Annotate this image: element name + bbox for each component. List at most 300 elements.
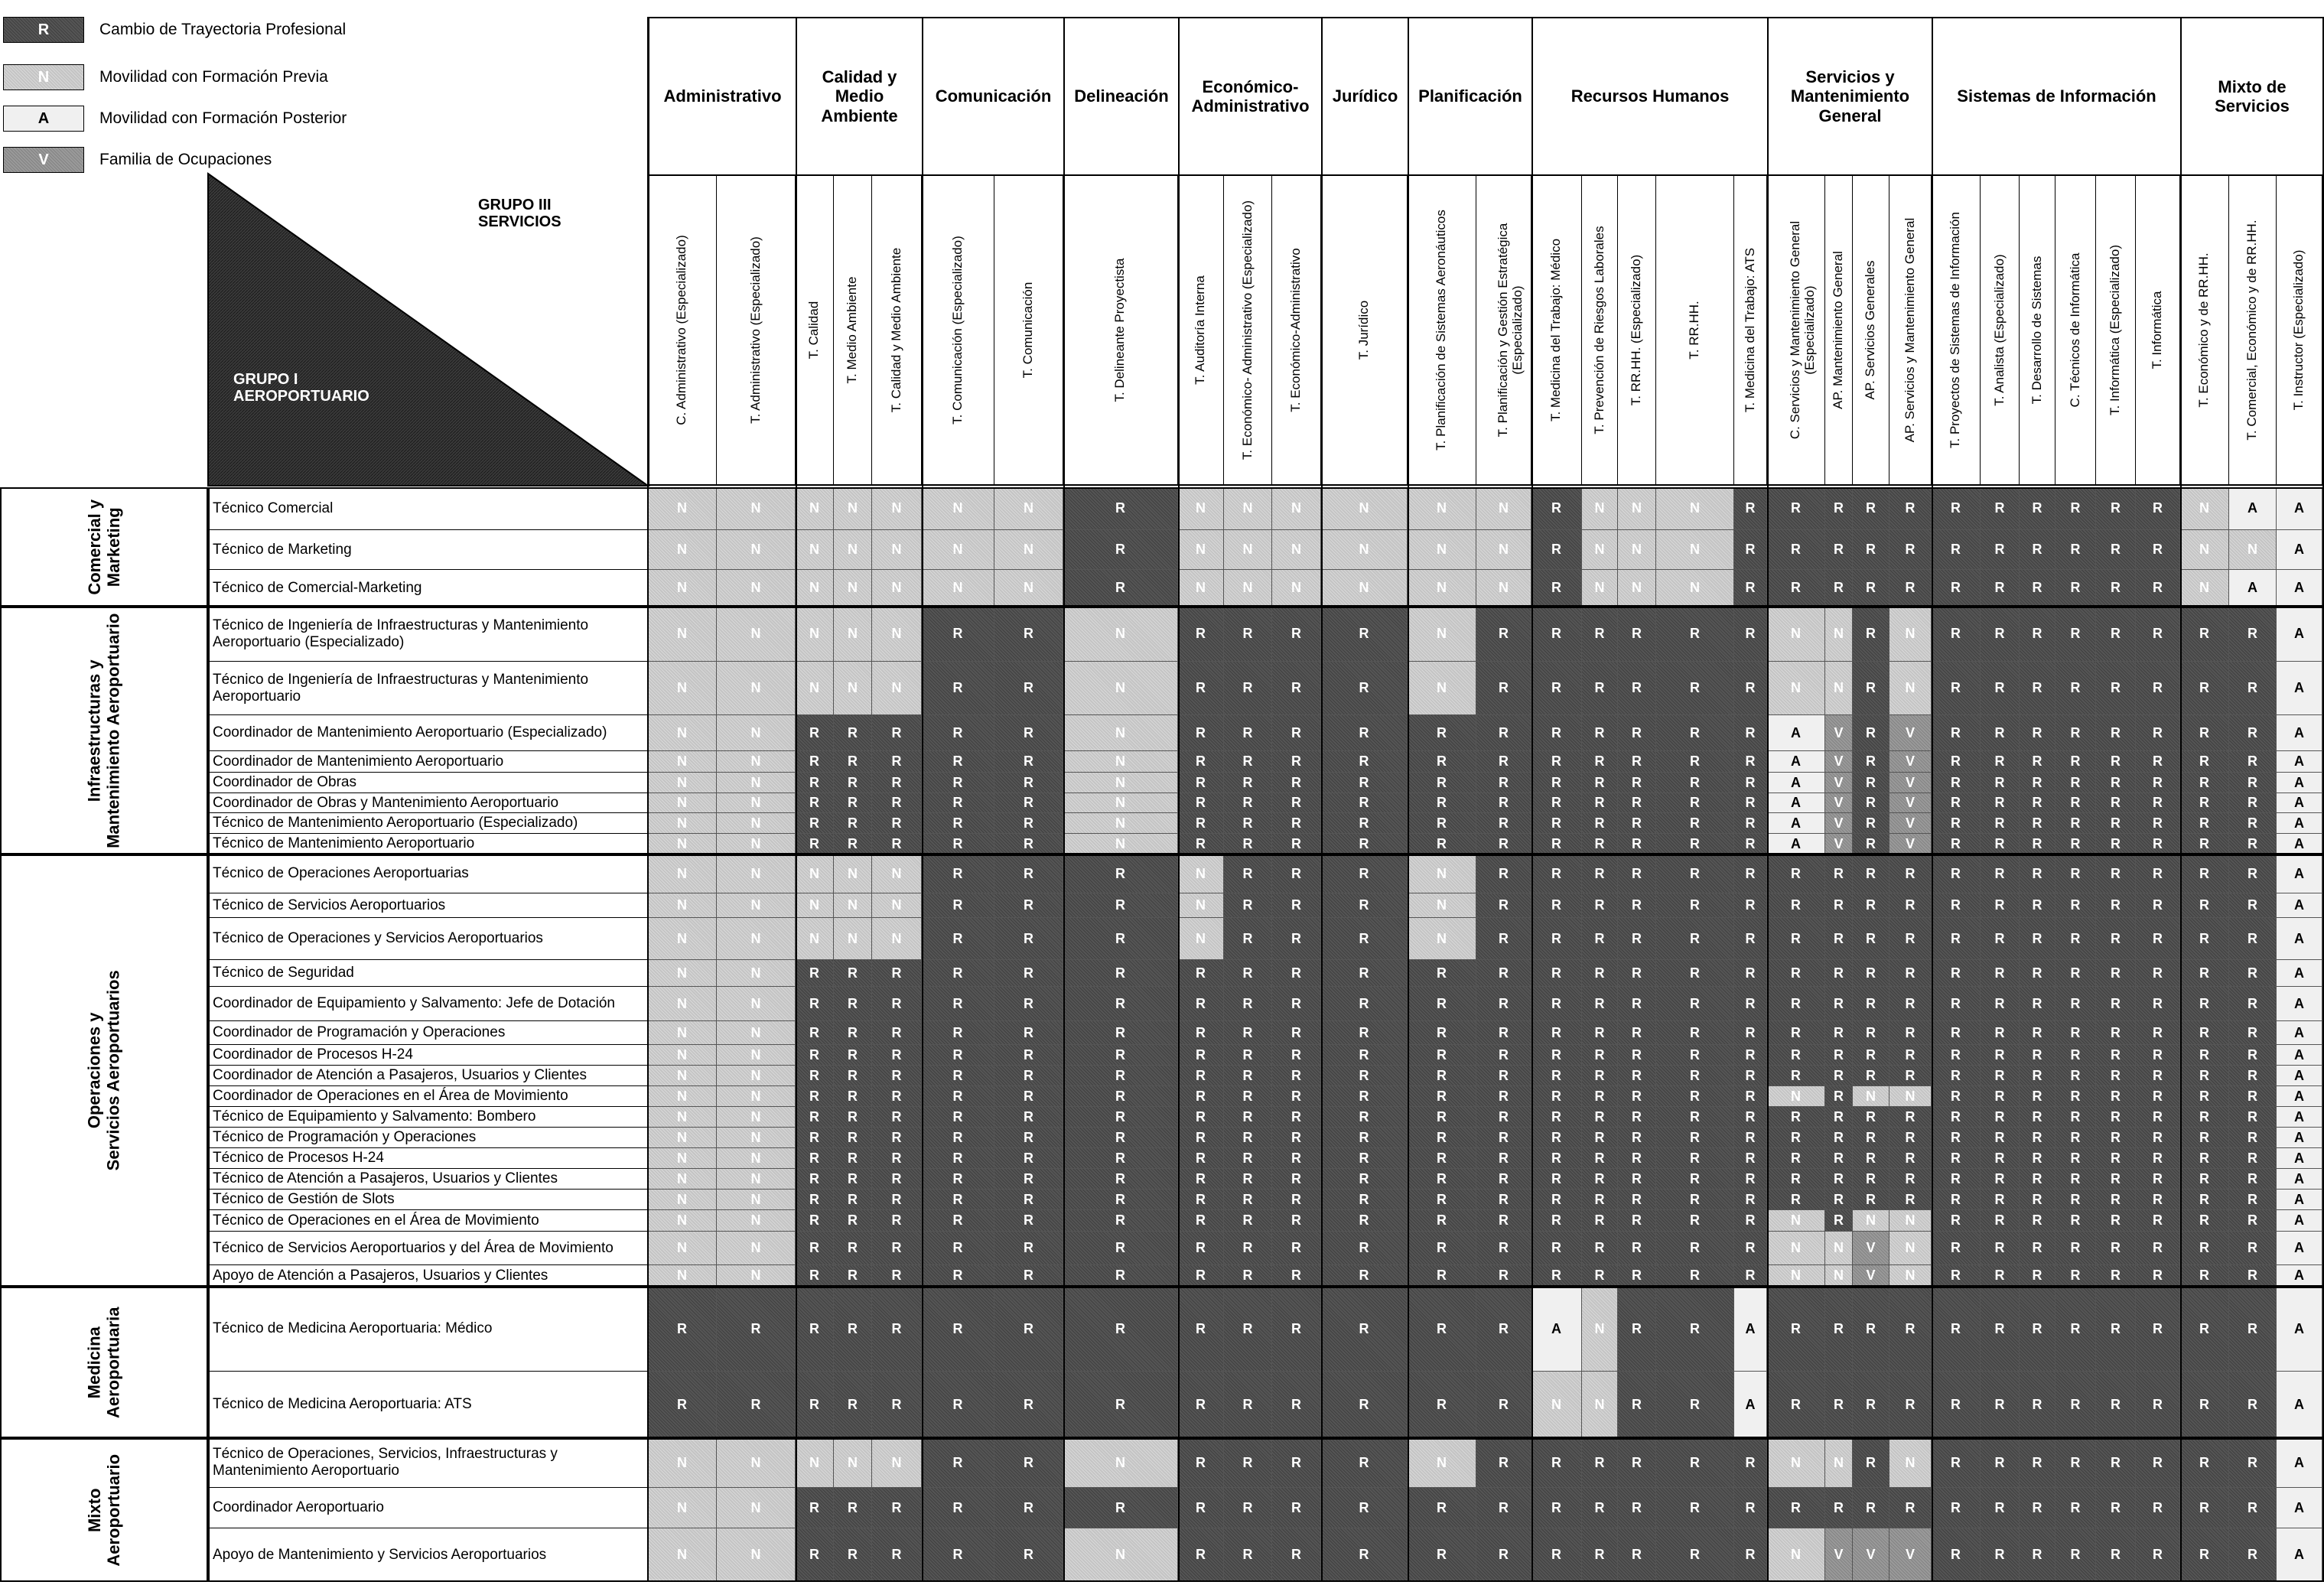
matrix-cell: A bbox=[2277, 1148, 2322, 1169]
matrix-cell: R bbox=[1063, 1128, 1178, 1148]
matrix-cell: R bbox=[922, 607, 994, 662]
row-label-text: Coordinador de Obras bbox=[213, 774, 356, 791]
matrix-cell: N bbox=[834, 530, 872, 570]
matrix-cell: A bbox=[1531, 1287, 1582, 1372]
matrix-cell: A bbox=[2277, 813, 2322, 834]
matrix-cell: A bbox=[2229, 570, 2277, 607]
matrix-cell: R bbox=[1531, 1086, 1582, 1107]
matrix-cell: R bbox=[1321, 893, 1408, 918]
matrix-cell: N bbox=[2180, 487, 2229, 530]
matrix-cell: N bbox=[648, 1232, 717, 1265]
matrix-cell: R bbox=[994, 893, 1063, 918]
matrix-cell: R bbox=[1981, 1107, 2020, 1128]
matrix-cell: R bbox=[994, 1190, 1063, 1210]
matrix-cell: N bbox=[717, 715, 796, 751]
matrix-cell: R bbox=[796, 715, 834, 751]
matrix-cell: N bbox=[796, 854, 834, 893]
matrix-cell: R bbox=[872, 751, 922, 773]
matrix-cell: N bbox=[648, 530, 717, 570]
matrix-cell: R bbox=[796, 1148, 834, 1169]
matrix-cell: R bbox=[1932, 1488, 1981, 1528]
row-label-text: Coordinador de Mantenimiento Aeroportuario bbox=[213, 753, 504, 770]
matrix-cell: R bbox=[2136, 1086, 2180, 1107]
column-header-label: T. Económico y de RR.HH. bbox=[2196, 252, 2211, 408]
row-label bbox=[208, 1372, 648, 1438]
row-label bbox=[208, 960, 648, 987]
column-header bbox=[1767, 174, 1825, 486]
matrix-cell: R bbox=[2229, 1148, 2277, 1169]
matrix-cell: N bbox=[717, 773, 796, 793]
matrix-cell: N bbox=[1825, 662, 1853, 715]
row-label bbox=[208, 1190, 648, 1210]
matrix-cell: R bbox=[1272, 918, 1321, 960]
matrix-cell: R bbox=[1408, 1021, 1476, 1045]
matrix-cell: R bbox=[1531, 1148, 1582, 1169]
matrix-cell: R bbox=[1178, 1488, 1224, 1528]
matrix-cell: R bbox=[994, 1488, 1063, 1528]
matrix-cell: N bbox=[1476, 487, 1531, 530]
matrix-cell: R bbox=[2096, 1372, 2136, 1438]
matrix-cell: R bbox=[1853, 813, 1889, 834]
matrix-cell: R bbox=[1272, 1210, 1321, 1232]
matrix-cell: A bbox=[2277, 1107, 2322, 1128]
matrix-cell: R bbox=[796, 1232, 834, 1265]
matrix-cell: R bbox=[1408, 715, 1476, 751]
row-label bbox=[208, 1066, 648, 1086]
matrix-cell: N bbox=[1224, 530, 1272, 570]
matrix-cell: R bbox=[1981, 1372, 2020, 1438]
matrix-cell: R bbox=[1178, 1190, 1224, 1210]
matrix-cell: R bbox=[2020, 487, 2055, 530]
matrix-cell: R bbox=[1767, 570, 1825, 607]
matrix-cell: N bbox=[1063, 662, 1178, 715]
matrix-cell: R bbox=[1321, 918, 1408, 960]
matrix-cell: R bbox=[717, 1372, 796, 1438]
matrix-cell: R bbox=[1476, 1528, 1531, 1582]
matrix-cell: R bbox=[2229, 1372, 2277, 1438]
matrix-cell: R bbox=[1656, 793, 1734, 813]
matrix-cell: R bbox=[994, 1021, 1063, 1045]
matrix-cell: R bbox=[1531, 893, 1582, 918]
matrix-cell: V bbox=[1889, 715, 1932, 751]
legend-swatch: V bbox=[3, 147, 84, 173]
column-header-label: C. Administrativo (Especializado) bbox=[674, 235, 688, 425]
matrix-cell: R bbox=[2055, 530, 2096, 570]
matrix-cell: R bbox=[834, 793, 872, 813]
row-label bbox=[208, 834, 648, 854]
matrix-cell: R bbox=[1825, 1086, 1853, 1107]
matrix-cell: R bbox=[2180, 751, 2229, 773]
matrix-cell: R bbox=[2180, 1210, 2229, 1232]
matrix-cell: R bbox=[1224, 1232, 1272, 1265]
matrix-cell: R bbox=[2180, 1066, 2229, 1086]
matrix-cell: R bbox=[1853, 751, 1889, 773]
row-label bbox=[208, 1287, 648, 1372]
matrix-cell: R bbox=[1531, 834, 1582, 854]
column-header-label: T. Jurídico bbox=[1356, 300, 1371, 360]
matrix-cell: R bbox=[1272, 987, 1321, 1021]
row-label bbox=[208, 607, 648, 662]
matrix-cell: R bbox=[922, 813, 994, 834]
matrix-cell: N bbox=[717, 487, 796, 530]
matrix-cell: N bbox=[994, 530, 1063, 570]
matrix-cell: R bbox=[1476, 1265, 1531, 1287]
matrix-cell: R bbox=[2020, 1528, 2055, 1582]
matrix-cell: R bbox=[1767, 1107, 1825, 1128]
matrix-cell: R bbox=[1734, 1169, 1767, 1190]
matrix-cell: R bbox=[1272, 813, 1321, 834]
matrix-cell: R bbox=[1272, 715, 1321, 751]
matrix-cell: R bbox=[1224, 1190, 1272, 1210]
matrix-cell: R bbox=[834, 834, 872, 854]
column-family-header: Delineación bbox=[1063, 17, 1180, 176]
matrix-cell: R bbox=[1224, 834, 1272, 854]
matrix-cell: R bbox=[796, 960, 834, 987]
matrix-cell: R bbox=[1981, 1528, 2020, 1582]
matrix-cell: R bbox=[1825, 1107, 1853, 1128]
matrix-cell: R bbox=[994, 607, 1063, 662]
matrix-cell: A bbox=[2277, 1372, 2322, 1438]
matrix-cell: N bbox=[1408, 1438, 1476, 1488]
matrix-cell: R bbox=[1408, 1190, 1476, 1210]
matrix-cell: R bbox=[2229, 1287, 2277, 1372]
matrix-cell: N bbox=[717, 1488, 796, 1528]
matrix-cell: R bbox=[922, 773, 994, 793]
matrix-cell: R bbox=[1321, 1265, 1408, 1287]
matrix-cell: R bbox=[1889, 530, 1932, 570]
matrix-cell: N bbox=[872, 1438, 922, 1488]
matrix-cell: R bbox=[1582, 662, 1618, 715]
column-header bbox=[1853, 174, 1889, 486]
matrix-cell: R bbox=[2096, 1066, 2136, 1086]
row-label-text: Técnico de Operaciones en el Área de Movimiento bbox=[213, 1212, 539, 1229]
matrix-cell: R bbox=[2229, 1528, 2277, 1582]
row-label bbox=[208, 813, 648, 834]
matrix-cell: N bbox=[1178, 918, 1224, 960]
matrix-cell: N bbox=[1889, 1232, 1932, 1265]
matrix-cell: R bbox=[1889, 487, 1932, 530]
matrix-cell: N bbox=[648, 1128, 717, 1148]
matrix-cell: R bbox=[1656, 987, 1734, 1021]
matrix-cell: R bbox=[1618, 751, 1656, 773]
matrix-cell: R bbox=[994, 960, 1063, 987]
matrix-cell: R bbox=[1767, 987, 1825, 1021]
matrix-cell: R bbox=[1932, 751, 1981, 773]
matrix-cell: R bbox=[2136, 1021, 2180, 1045]
row-label bbox=[208, 1169, 648, 1190]
row-label-text: Técnico de Medicina Aeroportuaria: Médico bbox=[213, 1320, 493, 1337]
matrix-cell: R bbox=[1767, 530, 1825, 570]
matrix-cell: R bbox=[1734, 1045, 1767, 1066]
matrix-cell: R bbox=[1321, 1021, 1408, 1045]
matrix-cell: R bbox=[1321, 1148, 1408, 1169]
matrix-cell: R bbox=[2055, 570, 2096, 607]
matrix-cell: R bbox=[994, 1107, 1063, 1128]
matrix-cell: N bbox=[1767, 1232, 1825, 1265]
matrix-cell: N bbox=[648, 715, 717, 751]
matrix-cell: R bbox=[1618, 1372, 1656, 1438]
matrix-cell: N bbox=[717, 662, 796, 715]
matrix-cell: N bbox=[922, 487, 994, 530]
matrix-cell: R bbox=[1321, 1128, 1408, 1148]
matrix-cell: V bbox=[1825, 793, 1853, 813]
matrix-cell: R bbox=[1178, 1045, 1224, 1066]
matrix-cell: R bbox=[2020, 793, 2055, 813]
matrix-cell: R bbox=[1224, 1210, 1272, 1232]
matrix-cell: R bbox=[1981, 1045, 2020, 1066]
matrix-cell: R bbox=[922, 1488, 994, 1528]
matrix-cell: R bbox=[2020, 530, 2055, 570]
matrix-cell: N bbox=[1063, 715, 1178, 751]
matrix-cell: R bbox=[994, 715, 1063, 751]
matrix-cell: R bbox=[834, 1190, 872, 1210]
matrix-cell: R bbox=[2229, 1128, 2277, 1148]
matrix-cell: R bbox=[1272, 1086, 1321, 1107]
matrix-cell: R bbox=[1582, 1232, 1618, 1265]
matrix-cell: R bbox=[922, 1148, 994, 1169]
matrix-cell: R bbox=[2136, 1045, 2180, 1066]
matrix-cell: R bbox=[1889, 987, 1932, 1021]
matrix-cell: R bbox=[1582, 1169, 1618, 1190]
matrix-cell: N bbox=[648, 918, 717, 960]
matrix-cell: N bbox=[717, 1021, 796, 1045]
matrix-cell: R bbox=[994, 918, 1063, 960]
matrix-cell: R bbox=[2180, 813, 2229, 834]
matrix-cell: R bbox=[1618, 1086, 1656, 1107]
matrix-cell: R bbox=[1408, 1372, 1476, 1438]
matrix-cell: N bbox=[648, 1066, 717, 1086]
matrix-cell: R bbox=[872, 1128, 922, 1148]
matrix-cell: R bbox=[2096, 570, 2136, 607]
matrix-cell: R bbox=[2136, 893, 2180, 918]
matrix-cell: A bbox=[2277, 715, 2322, 751]
matrix-cell: N bbox=[717, 751, 796, 773]
legend-item-a bbox=[0, 106, 428, 133]
column-header bbox=[922, 174, 994, 486]
matrix-cell: N bbox=[648, 793, 717, 813]
matrix-cell: N bbox=[834, 854, 872, 893]
matrix-cell: R bbox=[1272, 960, 1321, 987]
matrix-cell: R bbox=[1734, 1128, 1767, 1148]
matrix-cell: R bbox=[1272, 662, 1321, 715]
matrix-cell: R bbox=[1767, 854, 1825, 893]
matrix-cell: R bbox=[2136, 854, 2180, 893]
matrix-cell: R bbox=[2229, 1021, 2277, 1045]
matrix-cell: V bbox=[1853, 1232, 1889, 1265]
matrix-cell: R bbox=[922, 1169, 994, 1190]
matrix-cell: R bbox=[1531, 1066, 1582, 1086]
matrix-cell: N bbox=[717, 530, 796, 570]
legend-item-r bbox=[0, 17, 428, 44]
matrix-cell: N bbox=[872, 918, 922, 960]
matrix-cell: N bbox=[1825, 1265, 1853, 1287]
matrix-cell: R bbox=[2096, 1021, 2136, 1045]
matrix-cell: N bbox=[648, 751, 717, 773]
row-label bbox=[208, 1148, 648, 1169]
column-header-label: T. RR.HH. bbox=[1687, 301, 1701, 360]
row-label-text: Técnico de Programación y Operaciones bbox=[213, 1129, 477, 1146]
matrix-cell: R bbox=[2055, 715, 2096, 751]
matrix-cell: R bbox=[1618, 1488, 1656, 1528]
matrix-cell: R bbox=[1063, 854, 1178, 893]
matrix-cell: R bbox=[1224, 1372, 1272, 1438]
matrix-cell: N bbox=[872, 570, 922, 607]
matrix-cell: N bbox=[717, 793, 796, 813]
matrix-cell: R bbox=[1767, 1488, 1825, 1528]
matrix-cell: R bbox=[922, 1128, 994, 1148]
matrix-cell: R bbox=[2180, 1107, 2229, 1128]
matrix-cell: R bbox=[1476, 1021, 1531, 1045]
matrix-cell: R bbox=[2229, 1066, 2277, 1086]
matrix-cell: R bbox=[1531, 960, 1582, 987]
matrix-cell: R bbox=[1853, 715, 1889, 751]
corner-top-label: GRUPO III SERVICIOS bbox=[478, 197, 561, 230]
matrix-cell: R bbox=[2055, 1107, 2096, 1128]
matrix-cell: R bbox=[2055, 607, 2096, 662]
row-label bbox=[208, 1086, 648, 1107]
matrix-cell: R bbox=[922, 1265, 994, 1287]
matrix-cell: A bbox=[1734, 1287, 1767, 1372]
matrix-cell: R bbox=[1853, 1190, 1889, 1210]
matrix-cell: R bbox=[1825, 570, 1853, 607]
matrix-cell: R bbox=[1734, 987, 1767, 1021]
matrix-cell: R bbox=[2180, 1169, 2229, 1190]
column-header bbox=[1408, 174, 1476, 486]
matrix-cell: R bbox=[1178, 751, 1224, 773]
matrix-cell: R bbox=[1656, 854, 1734, 893]
row-group-header bbox=[0, 854, 208, 1287]
matrix-cell: R bbox=[1531, 1438, 1582, 1488]
matrix-cell: R bbox=[1272, 1066, 1321, 1086]
matrix-cell: A bbox=[2277, 773, 2322, 793]
matrix-cell: R bbox=[2136, 918, 2180, 960]
matrix-cell: R bbox=[1618, 987, 1656, 1021]
matrix-cell: N bbox=[1272, 530, 1321, 570]
row-label bbox=[208, 1488, 648, 1528]
matrix-cell: R bbox=[2229, 1232, 2277, 1265]
matrix-cell: R bbox=[1408, 1107, 1476, 1128]
matrix-cell: R bbox=[2136, 1210, 2180, 1232]
matrix-cell: R bbox=[1981, 1128, 2020, 1148]
matrix-cell: R bbox=[922, 751, 994, 773]
matrix-cell: R bbox=[2180, 607, 2229, 662]
matrix-cell: R bbox=[1476, 1066, 1531, 1086]
matrix-cell: R bbox=[1734, 530, 1767, 570]
matrix-cell: R bbox=[1224, 1528, 1272, 1582]
row-label-text: Apoyo de Atención a Pasajeros, Usuarios y Clientes bbox=[213, 1267, 548, 1284]
matrix-cell: R bbox=[1767, 893, 1825, 918]
matrix-cell: R bbox=[922, 893, 994, 918]
matrix-cell: R bbox=[1981, 918, 2020, 960]
matrix-cell: A bbox=[2277, 893, 2322, 918]
matrix-cell: V bbox=[1853, 1265, 1889, 1287]
matrix-cell: R bbox=[1272, 1528, 1321, 1582]
matrix-cell: R bbox=[1618, 715, 1656, 751]
column-header-label: T. Informática bbox=[2150, 291, 2164, 369]
matrix-cell: N bbox=[1408, 607, 1476, 662]
matrix-cell: R bbox=[1272, 1148, 1321, 1169]
matrix-cell: N bbox=[1408, 918, 1476, 960]
matrix-cell: N bbox=[1408, 854, 1476, 893]
matrix-cell: R bbox=[1656, 813, 1734, 834]
column-header-label: T. Planificación y Gestión Estratégica (Especializado) bbox=[1496, 223, 1525, 438]
matrix-cell: A bbox=[1767, 751, 1825, 773]
matrix-cell: R bbox=[1476, 918, 1531, 960]
matrix-cell: R bbox=[2180, 715, 2229, 751]
matrix-cell: R bbox=[1734, 570, 1767, 607]
matrix-cell: R bbox=[2096, 834, 2136, 854]
matrix-cell: N bbox=[1656, 487, 1734, 530]
matrix-cell: R bbox=[1932, 1265, 1981, 1287]
matrix-cell: R bbox=[1618, 1287, 1656, 1372]
matrix-cell: R bbox=[1825, 854, 1853, 893]
matrix-cell: R bbox=[2136, 1190, 2180, 1210]
matrix-cell: R bbox=[1408, 834, 1476, 854]
column-family-header: Recursos Humanos bbox=[1531, 17, 1769, 176]
matrix-cell: R bbox=[922, 1438, 994, 1488]
matrix-cell: R bbox=[2096, 1488, 2136, 1528]
matrix-cell: N bbox=[1618, 487, 1656, 530]
matrix-cell: R bbox=[1734, 793, 1767, 813]
matrix-cell: R bbox=[1932, 530, 1981, 570]
matrix-cell: R bbox=[1825, 1488, 1853, 1528]
matrix-cell: R bbox=[1224, 662, 1272, 715]
matrix-cell: R bbox=[1767, 1066, 1825, 1086]
matrix-cell: R bbox=[2055, 751, 2096, 773]
matrix-cell: R bbox=[1825, 1287, 1853, 1372]
matrix-cell: R bbox=[1582, 1210, 1618, 1232]
matrix-cell: A bbox=[2277, 1066, 2322, 1086]
column-header bbox=[834, 174, 872, 486]
matrix-cell: A bbox=[2277, 793, 2322, 813]
matrix-cell: N bbox=[1889, 1210, 1932, 1232]
matrix-cell: R bbox=[1734, 1265, 1767, 1287]
matrix-cell: R bbox=[1825, 987, 1853, 1021]
matrix-cell: R bbox=[1321, 751, 1408, 773]
matrix-cell: N bbox=[1408, 893, 1476, 918]
matrix-cell: R bbox=[1063, 960, 1178, 987]
matrix-cell: R bbox=[994, 662, 1063, 715]
row-label-text: Coordinador de Atención a Pasajeros, Usuarios y Clientes bbox=[213, 1067, 587, 1084]
matrix-cell: R bbox=[1932, 487, 1981, 530]
matrix-cell: R bbox=[796, 834, 834, 854]
matrix-cell: R bbox=[1178, 793, 1224, 813]
matrix-cell: N bbox=[717, 1066, 796, 1086]
matrix-cell: A bbox=[2277, 854, 2322, 893]
matrix-cell: R bbox=[1272, 1128, 1321, 1148]
matrix-cell: R bbox=[2096, 918, 2136, 960]
matrix-cell: R bbox=[1582, 1086, 1618, 1107]
matrix-cell: R bbox=[2229, 793, 2277, 813]
matrix-cell: R bbox=[1853, 1066, 1889, 1086]
matrix-cell: R bbox=[2055, 487, 2096, 530]
matrix-cell: R bbox=[1853, 793, 1889, 813]
matrix-cell: R bbox=[1932, 1210, 1981, 1232]
matrix-cell: N bbox=[1178, 854, 1224, 893]
matrix-cell: R bbox=[1767, 918, 1825, 960]
legend-label: Movilidad con Formación Previa bbox=[99, 68, 328, 86]
matrix-cell: R bbox=[1734, 1190, 1767, 1210]
corner-triangle-fill bbox=[208, 174, 648, 486]
matrix-cell: N bbox=[796, 530, 834, 570]
matrix-cell: R bbox=[796, 1086, 834, 1107]
matrix-cell: R bbox=[872, 1232, 922, 1265]
matrix-cell: V bbox=[1825, 751, 1853, 773]
matrix-cell: R bbox=[1889, 1045, 1932, 1066]
matrix-cell: R bbox=[922, 1372, 994, 1438]
matrix-cell: R bbox=[1321, 1372, 1408, 1438]
matrix-cell: R bbox=[994, 1169, 1063, 1190]
